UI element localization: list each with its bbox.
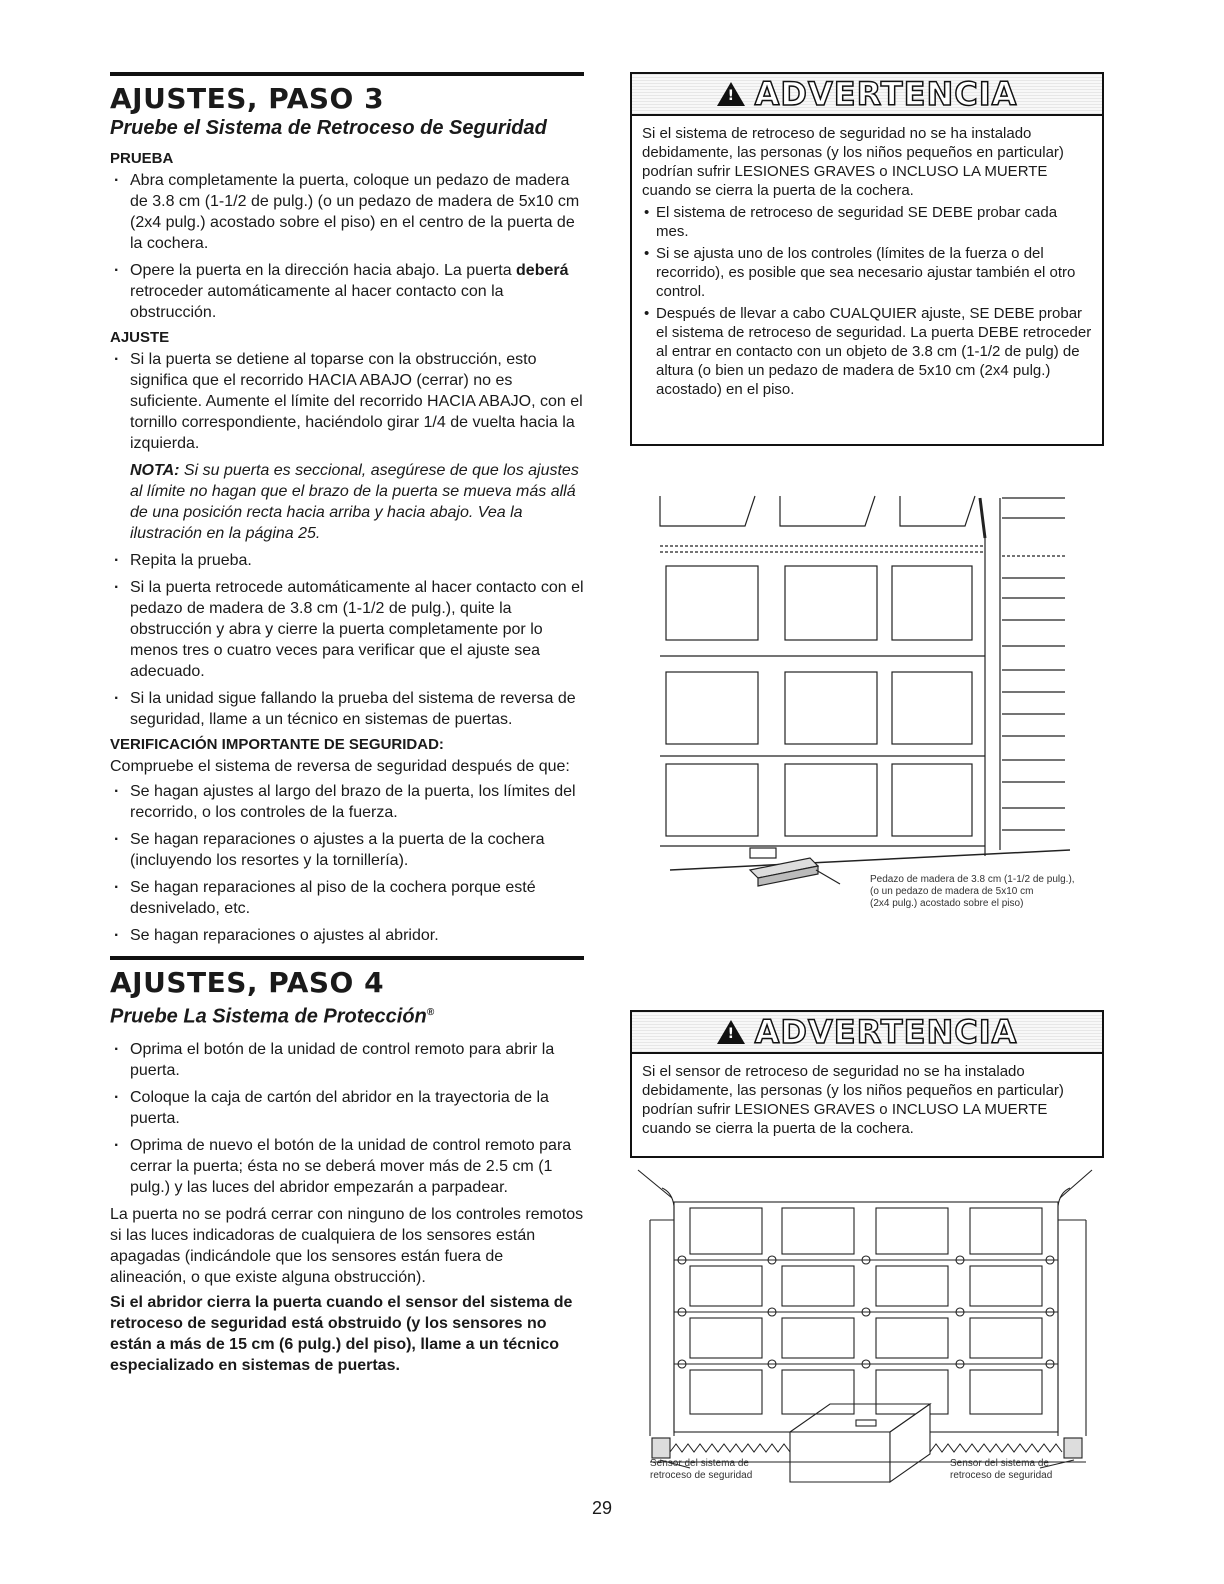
caption-line: retroceso de seguridad bbox=[950, 1470, 1053, 1481]
step4-list bbox=[110, 1039, 584, 1198]
list-item: · Opere la puerta en la dirección hacia abajo. La puerta deberá retroceder automáticamente al hacer contacto con la obstrucción. bbox=[110, 260, 584, 323]
caption-line: Pedazo de madera de 3.8 cm (1-1/2 de pulg.), bbox=[870, 874, 1075, 885]
list-item: · Se hagan reparaciones o ajustes a la puerta de la cochera (incluyendo los resortes y la tornillería). bbox=[110, 829, 584, 871]
garage-door-wood-figure bbox=[640, 478, 1100, 928]
sensor-caption-left bbox=[650, 1458, 752, 1482]
list-item: · Oprima de nuevo el botón de la unidad de control remoto para cerrar la puerta; ésta no se deberá mover más de 2.5 cm (1 pulg.) y las luces del abridor empezarán a parpadear. bbox=[110, 1135, 584, 1198]
warning-box-1 bbox=[630, 72, 1104, 446]
caption-line: retroceso de seguridad bbox=[650, 1470, 753, 1481]
section-rule bbox=[110, 956, 584, 960]
list-item: · Si la puerta retrocede automáticamente al hacer contacto con el pedazo de madera de 3.8 cm (1-1/2 de pulg.), quite la obstrucción y abra y cierre la puerta completamente por lo menos tres o cuatro veces para verificar que el ajuste sea adecuado. bbox=[110, 577, 584, 682]
nota-label: NOTA: bbox=[130, 462, 180, 479]
list-item: • Si se ajusta uno de los controles (límites de la fuerza o del recorrido), es posible que sea necesario ajustar también el otro control. bbox=[642, 244, 1092, 301]
nota-text: Si su puerta es seccional, asegúrese de que los ajustes al límite no hagan que el brazo de la puerta se mueva más allá de una posición recta hacia arriba y hacia abajo. Vea la ilustración en la página 25. bbox=[130, 462, 579, 542]
list-item: · Oprima el botón de la unidad de control remoto para abrir la puerta. bbox=[110, 1039, 584, 1081]
list-item: · Coloque la caja de cartón del abridor en la trayectoria de la puerta. bbox=[110, 1087, 584, 1129]
caption-line: (o un pedazo de madera de 5x10 cm bbox=[870, 886, 1034, 897]
step4-subtitle-text: Pruebe La Sistema de Protección bbox=[110, 1005, 427, 1028]
verif-list bbox=[110, 781, 584, 946]
sensor-caption-right bbox=[950, 1458, 1052, 1482]
warning-triangle-icon: ! bbox=[717, 1020, 745, 1044]
ajuste-list bbox=[110, 349, 584, 454]
registered-mark: ® bbox=[426, 1007, 435, 1018]
list-item: · Abra completamente la puerta, coloque un pedazo de madera de 3.8 cm (1-1/2 de pulg.) (o un pedazo de madera de 5x10 cm (2x4 pulg.) acostado sobre el piso) en el centro de la puerta de la cochera. bbox=[110, 170, 584, 254]
warning-triangle-icon: ! bbox=[717, 82, 745, 106]
warning-body bbox=[632, 116, 1102, 412]
figure1-caption bbox=[870, 874, 1075, 910]
warning-body bbox=[632, 1054, 1102, 1151]
verif-intro: Compruebe el sistema de reversa de seguridad después de que: bbox=[110, 758, 570, 775]
section-rule bbox=[110, 72, 584, 76]
nota bbox=[110, 460, 584, 544]
sensor-door-drawing bbox=[630, 1166, 1104, 1496]
emphasis: deberá bbox=[516, 262, 569, 279]
list-item: · Si la unidad sigue fallando la prueba del sistema de reversa de seguridad, llame a un técnico en sistemas de puertas. bbox=[110, 688, 584, 730]
step4-title: AJUSTES, PASO 4 bbox=[110, 966, 385, 999]
warning-header bbox=[632, 1012, 1102, 1054]
garage-door-sensor-figure bbox=[630, 1166, 1104, 1496]
caption-line: Sensor del sistema de bbox=[650, 1458, 749, 1469]
warning-title: ADVERTENCIA bbox=[754, 1013, 1018, 1051]
page-number: 29 bbox=[592, 1498, 613, 1518]
warning-box-2 bbox=[630, 1010, 1104, 1158]
list-item: · Se hagan ajustes al largo del brazo de la puerta, los límites del recorrido, o los controles de la fuerza. bbox=[110, 781, 584, 823]
warning-intro: Si el sensor de retroceso de seguridad no se ha instalado debidamente, las personas (y los niños pequeños en particular) podrían sufrir LESIONES GRAVES o INCLUSO LA MUERTE cuando se cierra la puerta de la cochera. bbox=[642, 1063, 1064, 1137]
ajuste-label: AJUSTE bbox=[110, 329, 170, 346]
step4-bold-para: Si el abridor cierra la puerta cuando el sensor del sistema de retroceso de seguridad está obstruido (y los sensores no están a más de 15 cm (6 pulg.) del piso), llame a un técnico especializado en sistemas de puertas. bbox=[110, 1293, 573, 1374]
more-list bbox=[110, 550, 584, 730]
verif-label: VERIFICACIÓN IMPORTANTE DE SEGURIDAD: bbox=[110, 736, 444, 753]
list-item: • El sistema de retroceso de seguridad SE DEBE probar cada mes. bbox=[642, 203, 1092, 241]
step3-title: AJUSTES, PASO 3 bbox=[110, 82, 385, 115]
prueba-list bbox=[110, 170, 584, 323]
left-column bbox=[110, 72, 584, 1376]
caption-line: (2x4 pulg.) acostado sobre el piso) bbox=[870, 898, 1024, 909]
step4-para: La puerta no se podrá cerrar con ninguno de los controles remotos si las luces indicadoras de cualquiera de los sensores están apagadas (indicándole que los sensores están fuera de alineación, o que existe alguna obstrucción). bbox=[110, 1205, 584, 1286]
step3-subtitle: Pruebe el Sistema de Retroceso de Seguridad bbox=[110, 117, 547, 139]
list-item: · Repita la prueba. bbox=[110, 550, 584, 571]
prueba-label: PRUEBA bbox=[110, 150, 174, 167]
list-item: • Después de llevar a cabo CUALQUIER ajuste, SE DEBE probar el sistema de retroceso de seguridad. La puerta DEBE retroceder al entrar en contacto con un objeto de 3.8 cm (1-1/2 de pulg) de altura (o bien un pedazo de madera de 5x10 cm (2x4 pulg.) acostado) en el piso. bbox=[642, 304, 1092, 399]
warning-list bbox=[642, 203, 1092, 399]
warning-title: ADVERTENCIA bbox=[754, 75, 1018, 113]
garage-door-drawing bbox=[640, 478, 1100, 928]
list-item: · Se hagan reparaciones al piso de la cochera porque esté desnivelado, etc. bbox=[110, 877, 584, 919]
step4-subtitle bbox=[110, 1001, 584, 1029]
warning-intro: Si el sistema de retroceso de seguridad no se ha instalado debidamente, las personas (y los niños pequeños en particular) podrían sufrir LESIONES GRAVES o INCLUSO LA MUERTE cuando se cierra la puerta de la cochera. bbox=[642, 125, 1064, 199]
list-item: · Si la puerta se detiene al toparse con la obstrucción, esto significa que el recorrido HACIA ABAJO (cerrar) no es suficiente. Aumente el límite del recorrido HACIA ABAJO, con el tornillo correspondiente, haciéndolo girar 1/4 de vuelta hacia la izquierda. bbox=[110, 349, 584, 454]
warning-header bbox=[632, 74, 1102, 116]
caption-line: Sensor del sistema de bbox=[950, 1458, 1049, 1469]
list-item: · Se hagan reparaciones o ajustes al abridor. bbox=[110, 925, 584, 946]
